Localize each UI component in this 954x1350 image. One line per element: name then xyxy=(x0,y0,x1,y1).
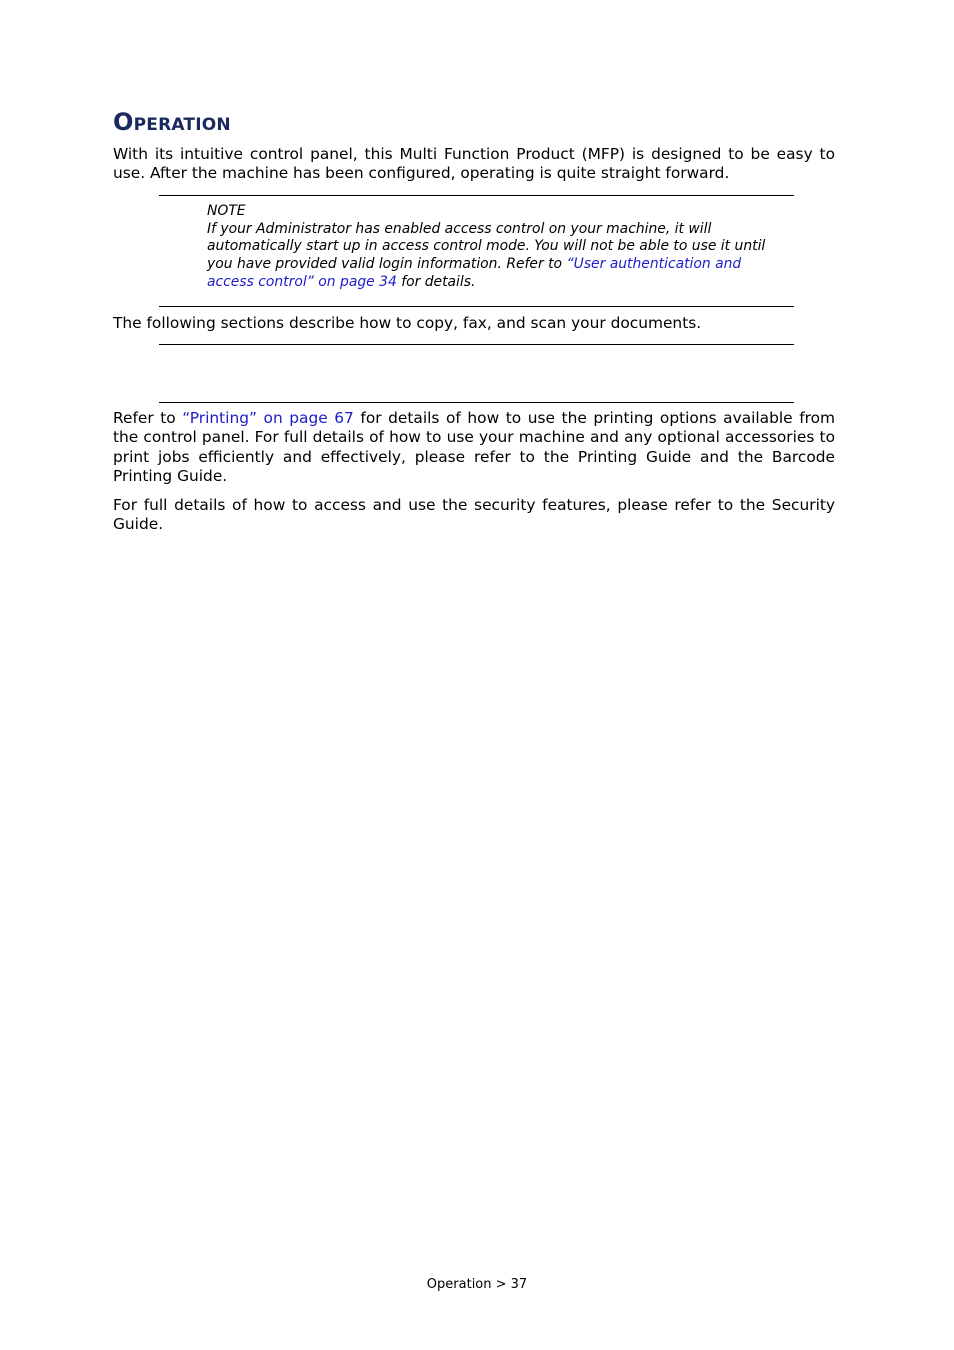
divider-top-rule xyxy=(159,344,794,345)
note-text-before: If your Administrator has enabled access control on your machine, it will automatically start up in access control mode. You will not be able to use it until you have provided valid login information. Refer to xyxy=(207,220,766,273)
page-footer: Operation > 37 xyxy=(426,1277,528,1292)
printing-text-before: Refer to xyxy=(113,409,183,427)
note-text xyxy=(207,221,767,292)
sections-intro-paragraph: The following sections describe how to copy, fax, and scan your documents. xyxy=(113,314,702,332)
divider-bottom-rule xyxy=(159,402,794,403)
note-label: NOTE xyxy=(207,203,246,219)
security-paragraph: For full details of how to access and use the security features, please refer to the Security Guide. xyxy=(113,496,835,534)
page-title: Operation xyxy=(113,108,231,136)
printing-link[interactable]: “Printing” on page 67 xyxy=(182,409,354,427)
note-top-rule xyxy=(159,195,794,196)
printing-paragraph xyxy=(113,409,835,487)
note-text-after: for details. xyxy=(396,273,476,290)
note-block xyxy=(207,203,767,292)
intro-paragraph: With its intuitive control panel, this Multi Function Product (MFP) is designed to be easy to use. After the machine has been configured, operating is quite straight forward. xyxy=(113,145,835,183)
printing-text-after: for details of how to use the printing options available from the control panel. For full details of how to use your machine and any optional accessories to print jobs efficiently and effectively, please refer to the Printing Guide and the Barcode Printing Guide. xyxy=(113,409,836,486)
note-bottom-rule xyxy=(159,306,794,307)
user-authentication-link[interactable]: “User authentication and access control” on page 34 xyxy=(207,256,742,290)
